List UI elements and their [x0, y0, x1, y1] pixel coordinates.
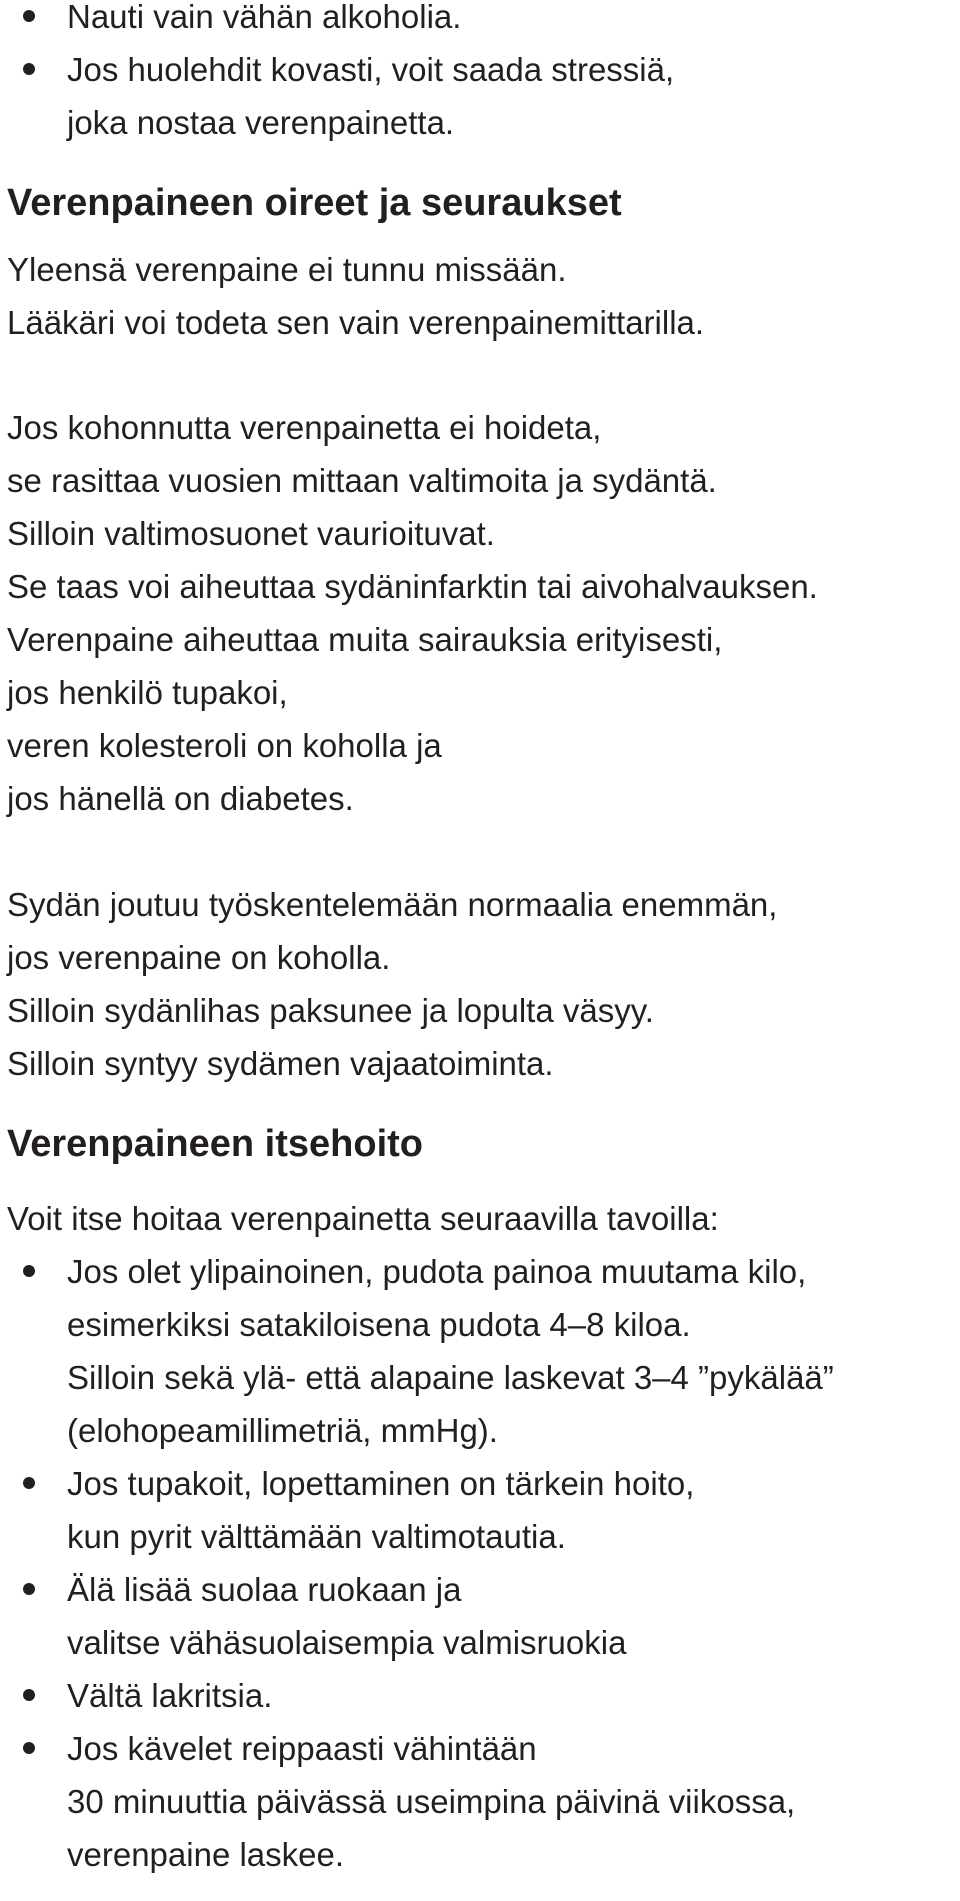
paragraph-line: jos hänellä on diabetes.	[7, 780, 354, 817]
section-intro: Voit itse hoitaa verenpainetta seuraavilla tavoilla:	[7, 1200, 719, 1237]
list-item-line: Jos olet ylipainoinen, pudota painoa muutama kilo,	[67, 1253, 807, 1290]
list-item-line: Jos kävelet reippaasti vähintään	[67, 1730, 537, 1767]
paragraph-line: Silloin sydänlihas paksunee ja lopulta väsyy.	[7, 992, 654, 1029]
paragraph-line: jos verenpaine on koholla.	[7, 939, 391, 976]
bullet-icon	[23, 10, 35, 22]
paragraph-line: Jos kohonnutta verenpainetta ei hoideta,	[7, 409, 602, 446]
paragraph-line: Lääkäri voi todeta sen vain verenpainemittarilla.	[7, 304, 705, 341]
list-item	[7, 1669, 960, 1722]
paragraph-line: Verenpaine aiheuttaa muita sairauksia erityisesti,	[7, 621, 723, 658]
bullet-icon	[23, 1689, 35, 1701]
paragraph-line: Sydän joutuu työskentelemään normaalia enemmän,	[7, 886, 778, 923]
selfcare-bullet-list	[7, 1245, 960, 1881]
list-item	[7, 1245, 960, 1457]
bullet-icon	[23, 1583, 35, 1595]
list-item-line: verenpaine laskee.	[67, 1836, 345, 1873]
paragraph-line: se rasittaa vuosien mittaan valtimoita ja sydäntä.	[7, 462, 717, 499]
paragraph-line: jos henkilö tupakoi,	[7, 674, 288, 711]
list-item-line: Jos huolehdit kovasti, voit saada stressiä,	[67, 51, 675, 88]
list-item-line: Älä lisää suolaa ruokaan ja	[67, 1571, 462, 1608]
list-item	[7, 1722, 960, 1881]
list-item-line: Silloin sekä ylä- että alapaine laskevat 3–4 ”pykälää”	[67, 1359, 834, 1396]
paragraph	[7, 401, 960, 825]
paragraph	[7, 878, 960, 1090]
list-item-line: joka nostaa verenpainetta.	[67, 104, 455, 141]
bullet-icon	[23, 63, 35, 75]
paragraph-line: Silloin syntyy sydämen vajaatoiminta.	[7, 1045, 554, 1082]
section-heading: Verenpaineen oireet ja seuraukset	[7, 182, 622, 224]
list-item-line: Nauti vain vähän alkoholia.	[67, 0, 462, 35]
paragraph-line: Silloin valtimosuonet vaurioituvat.	[7, 515, 495, 552]
list-item-line: Jos tupakoit, lopettaminen on tärkein hoito,	[67, 1465, 695, 1502]
paragraph	[7, 243, 960, 349]
paragraph-line: Se taas voi aiheuttaa sydäninfarktin tai aivohalvauksen.	[7, 568, 818, 605]
paragraph-line: veren kolesteroli on koholla ja	[7, 727, 442, 764]
list-item-line: Vältä lakritsia.	[67, 1677, 273, 1714]
list-item	[7, 43, 960, 149]
list-item	[7, 1563, 960, 1669]
list-item-line: kun pyrit välttämään valtimotautia.	[67, 1518, 566, 1555]
bullet-icon	[23, 1477, 35, 1489]
list-item-line: 30 minuuttia päivässä useimpina päivinä viikossa,	[67, 1783, 796, 1820]
list-item	[7, 0, 960, 43]
paragraph-line: Yleensä verenpaine ei tunnu missään.	[7, 251, 567, 288]
list-item	[7, 1457, 960, 1563]
list-item-line: esimerkiksi satakiloisena pudota 4–8 kiloa.	[67, 1306, 691, 1343]
top-bullet-list	[7, 0, 960, 149]
list-item-line: valitse vähäsuolaisempia valmisruokia	[67, 1624, 627, 1661]
bullet-icon	[23, 1742, 35, 1754]
section-heading: Verenpaineen itsehoito	[7, 1123, 423, 1165]
bullet-icon	[23, 1265, 35, 1277]
list-item-line: (elohopeamillimetriä, mmHg).	[67, 1412, 498, 1449]
